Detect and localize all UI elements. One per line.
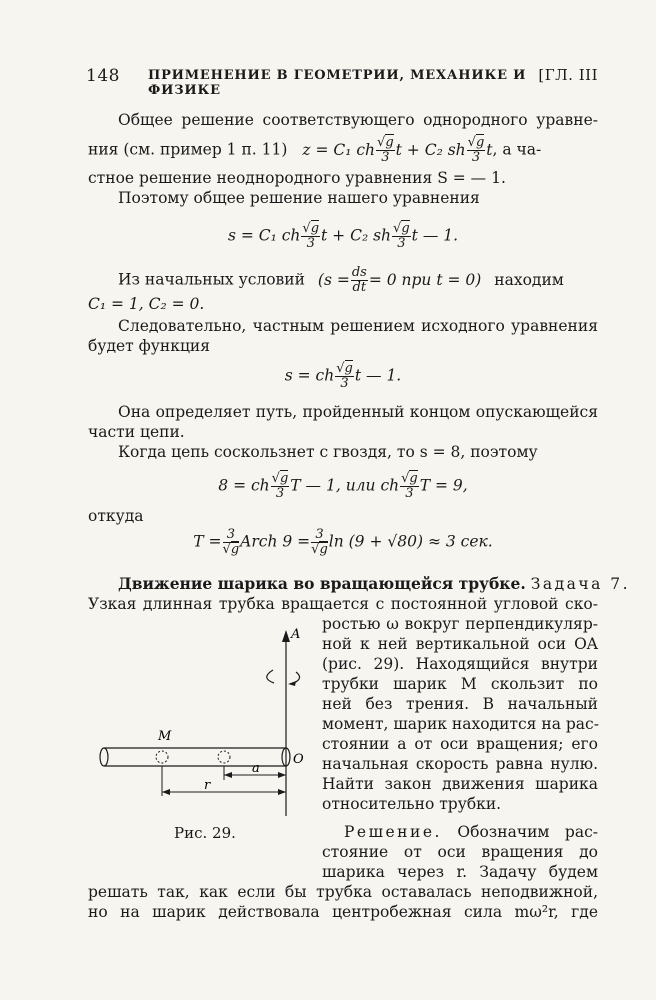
- wrap-line: момент, шарик находится на рас-: [322, 715, 599, 733]
- task-heading: [118, 574, 631, 594]
- chapter-label: [ГЛ. III: [538, 66, 598, 84]
- text-line: стное решение неоднородного уравнения S = — 1.: [88, 169, 506, 187]
- task-title: Движение шарика во вращающейся трубке.: [118, 574, 526, 593]
- solution-line: шарика через r. Задачу будем: [322, 863, 598, 881]
- wrap-line: относительно трубки.: [322, 795, 502, 813]
- eq-part: t: [486, 140, 493, 159]
- text-fragment: Из начальных условий: [118, 270, 305, 289]
- equation-s-particular: s = ch $\frac{√g}{3}$ t — 1.: [284, 361, 402, 391]
- fraction: $\frac{√g}{3}$: [467, 135, 485, 165]
- text-line: C₁ = 1, C₂ = 0.: [88, 295, 205, 313]
- figure-29: [90, 620, 312, 820]
- text-fragment: , а ча-: [492, 140, 542, 159]
- rotation-arrowhead: [288, 681, 296, 686]
- equation-T: T = $\frac{3}{√g}$ Arch 9 = $\frac{3}{√g}$ ln (9 + √80) ≈ 3 сек.: [193, 527, 493, 557]
- text-fragment: находим: [494, 270, 564, 289]
- unit-seconds: сек.: [460, 532, 493, 551]
- text-line: будет функция: [88, 337, 211, 355]
- label-r: r: [204, 778, 211, 793]
- rotation-arrow: [267, 670, 274, 683]
- wrap-line: начальная скорость равна нулю.: [322, 755, 598, 773]
- text-line: но на шарик действовала центробежная сила mω²r, где: [88, 903, 598, 921]
- rotation-arrow: [294, 672, 300, 683]
- dim-arrowhead: [224, 772, 232, 778]
- text-line: [88, 136, 598, 165]
- eq-part: z = C₁ ch: [302, 140, 376, 159]
- label-A: A: [291, 627, 301, 642]
- wrap-line: ней без трения. В начальный: [322, 695, 598, 713]
- text-fragment: ния (см. пример 1 п. 11): [88, 140, 288, 159]
- text-line: Узкая длинная трубка вращается с постоянной угловой ско-: [88, 595, 598, 613]
- wrap-line: (рис. 29). Находящийся внутри: [322, 655, 598, 673]
- label-a: a: [252, 761, 260, 776]
- fraction: $\frac{√g}{3}$: [377, 135, 394, 165]
- running-title: ПРИМЕНЕНИЕ В ГЕОМЕТРИИ, МЕХАНИКЕ И ФИЗИКЕ: [148, 68, 527, 98]
- solution-label: Решение.: [344, 823, 442, 841]
- text-fragment: Обозначим рас-: [457, 823, 598, 841]
- wrap-line: трубки шарик M скользит по: [322, 675, 598, 693]
- equation-z: [302, 135, 493, 165]
- text-line: Поэтому общее решение нашего уравнения: [118, 189, 480, 207]
- solution-line: стояние от оси вращения до: [322, 843, 598, 861]
- text-line: части цепи.: [88, 423, 185, 441]
- wrap-line: стоянии a от оси вращения; его: [322, 735, 598, 753]
- page-number: 148: [86, 66, 120, 86]
- text-line: Когда цепь соскользнет с гвоздя, то s = 8, поэтому: [118, 443, 538, 461]
- wrap-line: ной к ней вертикальной оси OA: [322, 635, 598, 653]
- task-label: Задача 7.: [530, 575, 631, 593]
- equation-8: 8 = ch $\frac{√g}{3}$ T — 1, или ch $\frac{√g}{3}$ T = 9,: [218, 471, 468, 501]
- wrap-line: ростью ω вокруг перпендикуляр-: [322, 615, 598, 633]
- dim-arrowhead: [278, 772, 286, 778]
- label-O: O: [293, 752, 304, 767]
- text-line: Следовательно, частным решением исходного уравнения: [118, 317, 598, 335]
- text-line: Она определяет путь, пройденный концом опускающейся: [118, 403, 598, 421]
- ball-initial: [218, 751, 230, 763]
- solution-line: [344, 822, 598, 842]
- figure-caption: Рис. 29.: [174, 824, 236, 842]
- text-line: [118, 266, 598, 295]
- label-M: M: [158, 729, 172, 744]
- equation-s-general: s = C₁ ch $\frac{√g}{3}$ t + C₂ sh $\frac{√g}{3}$ t — 1.: [227, 221, 459, 251]
- text-line: откуда: [88, 507, 144, 525]
- text-line: Общее решение соответствующего однородного уравне-: [118, 111, 598, 129]
- ball-M: [156, 751, 168, 763]
- eq-part: t + C₂ sh: [395, 140, 466, 159]
- text-line: решать так, как если бы трубка оставалась неподвижной,: [88, 883, 598, 901]
- tube-end: [100, 748, 108, 766]
- wrap-line: Найти закон движения шарика: [322, 775, 598, 793]
- axis-arrowhead: [282, 630, 290, 642]
- initial-condition: (s = $\frac{ds}{dt}$ = 0 при t = 0): [317, 265, 482, 295]
- dim-arrowhead: [278, 789, 286, 795]
- dim-arrowhead: [162, 789, 170, 795]
